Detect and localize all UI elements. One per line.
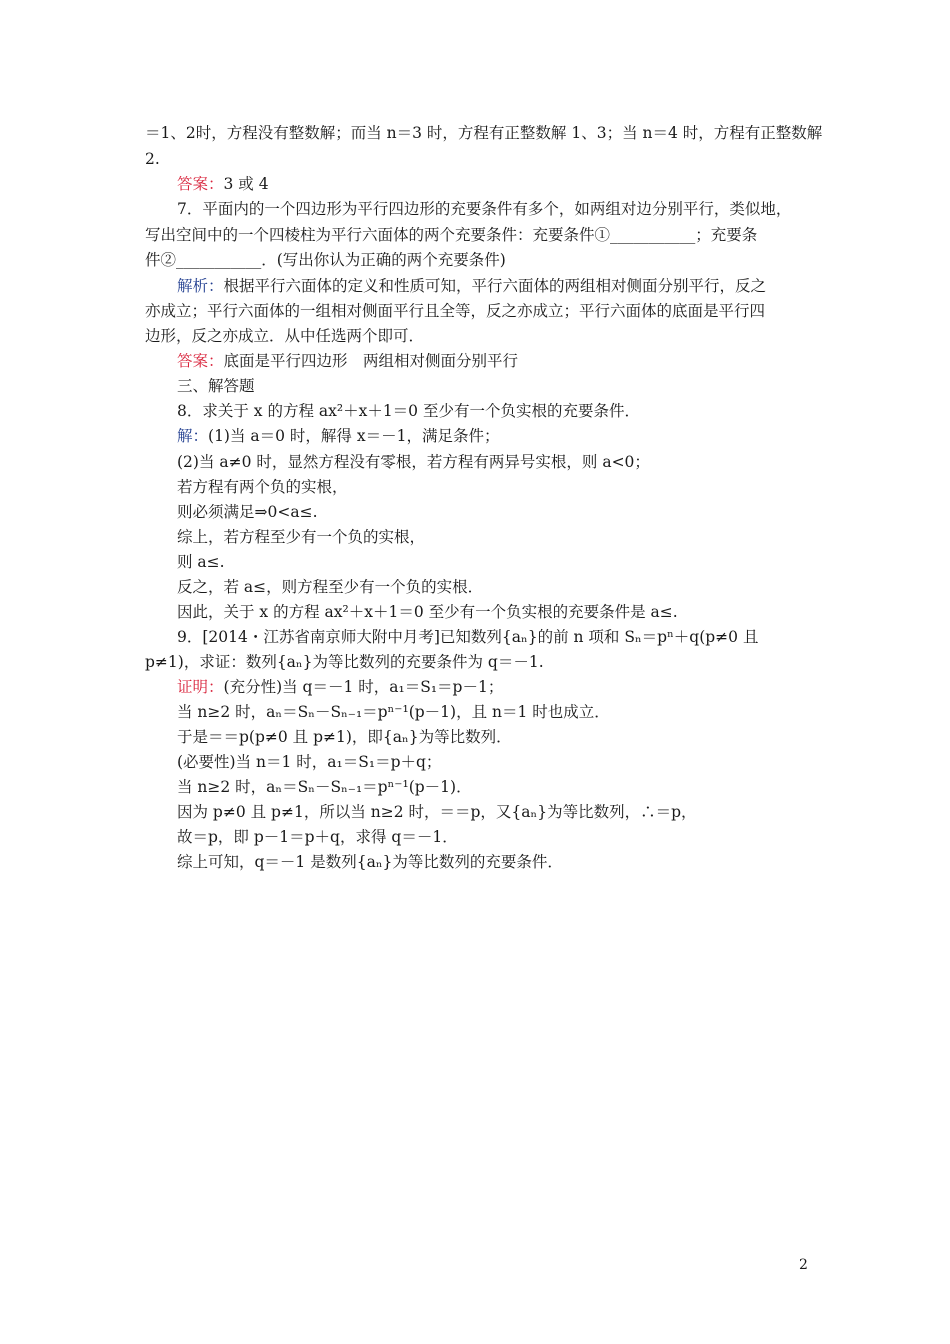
text-line: 因为 p≠0 且 p≠1，所以当 n≥2 时，＝＝p，又{aₙ}为等比数列，∴＝p，: [177, 803, 697, 821]
answer-line: 答案：3 或 4: [177, 175, 269, 193]
analysis-line: 解析：根据平行六面体的定义和性质可知，平行六面体的两组相对侧面分别平行，反之: [177, 277, 767, 295]
question-9: 9．[2014・江苏省南京师大附中月考]已知数列{aₙ}的前 n 项和 Sₙ＝pⁿ＋q(p≠0 且: [177, 628, 759, 646]
section-heading: 三、解答题: [177, 377, 255, 395]
solution-line: 解：(1)当 a＝0 时，解得 x＝－1，满足条件；: [177, 427, 500, 445]
text-line: 则必须满足⇒0<a≤.: [177, 503, 318, 521]
question-7: 7．平面内的一个四边形为平行四边形的充要条件有多个，如两组对边分别平行，类似地，: [177, 200, 792, 218]
text-line: (2)当 a≠0 时，显然方程没有零根，若方程有两异号实根，则 a<0；: [177, 453, 650, 471]
text-line: 综上，若方程至少有一个负的实根，: [177, 528, 426, 546]
text-line: 因此，关于 x 的方程 ax²＋x＋1＝0 至少有一个负实根的充要条件是 a≤.: [177, 603, 678, 621]
text-line: 边形，反之亦成立．从中任选两个即可．: [145, 327, 425, 345]
text-line: 亦成立；平行六面体的一组相对侧面平行且全等，反之亦成立；平行六面体的底面是平行四: [145, 302, 766, 320]
text-line: 则 a≤.: [177, 553, 225, 571]
text-line: 反之，若 a≤，则方程至少有一个负的实根．: [177, 578, 484, 596]
text-line: 综上可知，q＝－1 是数列{aₙ}为等比数列的充要条件．: [177, 853, 563, 871]
answer-label: 答案：: [177, 175, 224, 193]
text-line: p≠1)，求证：数列{aₙ}为等比数列的充要条件为 q＝－1.: [145, 653, 544, 671]
text-line: 若方程有两个负的实根，: [177, 478, 348, 496]
question-8: 8．求关于 x 的方程 ax²＋x＋1＝0 至少有一个负实根的充要条件．: [177, 402, 640, 420]
solution-label: 解：: [177, 427, 209, 445]
answer-label: 答案：: [177, 352, 224, 370]
page-number: 2: [799, 1257, 808, 1273]
text-line: ＝1、2时，方程没有整数解；而当 n＝3 时，方程有正整数解 1、3；当 n＝4 时，方程有正整数解: [145, 124, 823, 142]
text-line: 当 n≥2 时，aₙ＝Sₙ－Sₙ₋₁＝pⁿ⁻¹(p－1)，且 n＝1 时也成立．: [177, 703, 610, 721]
text-line: 2.: [145, 150, 160, 168]
analysis-label: 解析：: [177, 277, 224, 295]
text-line: (必要性)当 n＝1 时，a₁＝S₁＝p＋q；: [177, 753, 442, 771]
text-line: 故＝p，即 p－1＝p＋q，求得 q＝－1．: [177, 828, 458, 846]
text-line: 件②___________．(写出你认为正确的两个充要条件): [145, 251, 506, 269]
text-line: 于是＝＝p(p≠0 且 p≠1)，即{aₙ}为等比数列．: [177, 728, 512, 746]
answer-line: 答案：底面是平行四边形 两组相对侧面分别平行: [177, 352, 519, 370]
text-line: 当 n≥2 时，aₙ＝Sₙ－Sₙ₋₁＝pⁿ⁻¹(p－1)．: [177, 778, 472, 796]
text-line: 写出空间中的一个四棱柱为平行六面体的两个充要条件：充要条件①___________；充要条: [145, 226, 758, 244]
proof-line: 证明：(充分性)当 q＝－1 时，a₁＝S₁＝p－1；: [177, 678, 504, 696]
proof-label: 证明：: [177, 678, 224, 696]
